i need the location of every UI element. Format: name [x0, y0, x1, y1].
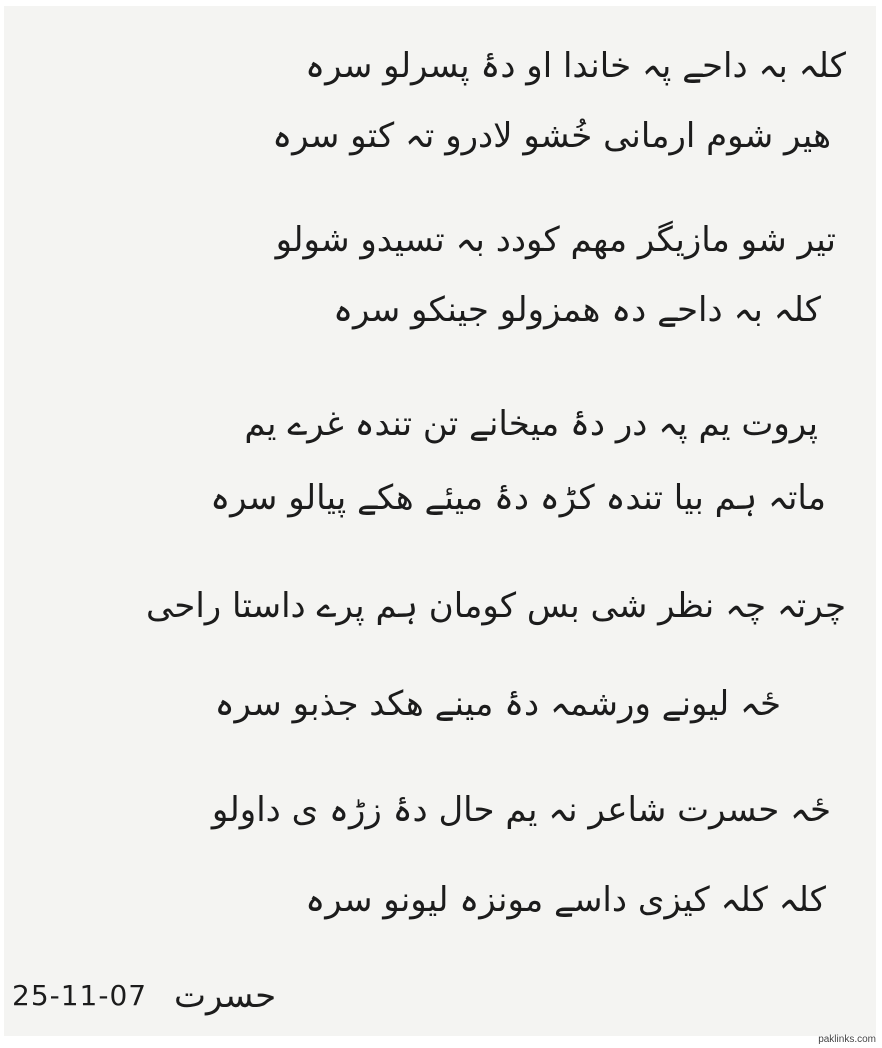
poem-line-6: ماتہ ہم بیا تندہ کڑہ دۂ میئے ھکے پیالو سرہ: [210, 478, 826, 518]
date: 25-11-07: [12, 979, 148, 1012]
paper-sheet: [4, 6, 876, 1036]
poem-line-4: کلہ بہ داحے دہ ھمزولو جینکو سرہ: [333, 290, 821, 330]
watermark: paklinks.com: [818, 1034, 876, 1045]
poem-line-5: پروت یم پہ در دۂ میخانے تن تندہ غرے یم: [244, 404, 818, 444]
poem-line-2: ھیر شوم ارمانی خُشو لادرو تہ کتو سرہ: [272, 116, 831, 156]
poem-line-1: کلہ بہ داحے پہ خاندا او دۂ پسرلو سرہ: [305, 46, 846, 86]
poem-line-3: تیر شو مازیگر مھم کودد بہ تسیدو شولو: [275, 220, 836, 260]
handwritten-poem: [4, 6, 876, 1036]
poem-line-7: چرتہ چہ نظر شی بس کومان ہم پرے داستا راحی: [145, 586, 846, 626]
poem-line-9: ځہ حسرت شاعر نہ یم حال دۂ زڑہ ی داولو: [211, 790, 831, 830]
poem-line-8: ځہ لیونے ورشمہ دۂ مینے ھکد جذبو سرہ: [214, 684, 781, 724]
signature: حسرت: [174, 976, 277, 1016]
poem-line-10: کلہ کلہ کیزی داسے مونزہ لیونو سرہ: [305, 880, 826, 920]
